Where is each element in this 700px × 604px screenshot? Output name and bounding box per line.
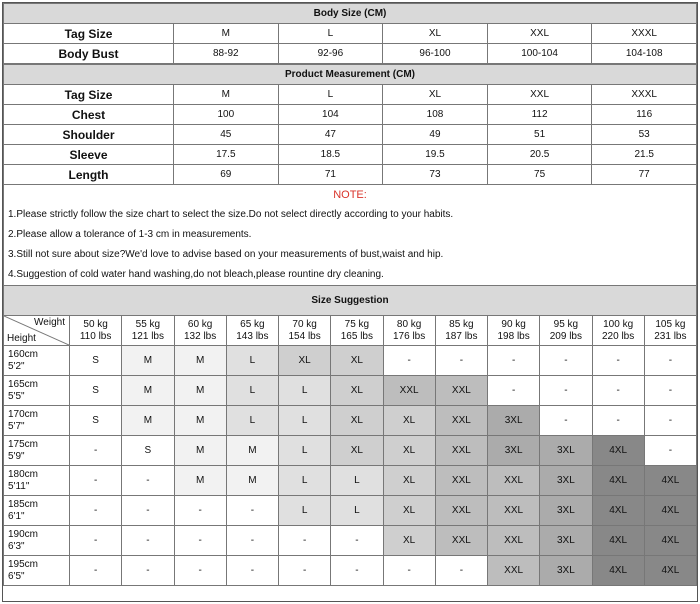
size-suggestion-cell: - — [174, 556, 226, 586]
height-cm: 180cm — [8, 468, 39, 480]
product-cell: 108 — [383, 105, 488, 125]
body-size-row — [4, 24, 697, 44]
size-suggestion-cell: 3XL — [488, 436, 540, 466]
note-line: 2.Please allow a tolerance of 1-3 cm in measurements. — [8, 229, 252, 240]
product-cell: 20.5 — [487, 145, 592, 165]
size-suggestion-cell: XL — [331, 346, 383, 376]
body-size-title: Body Size (CM) — [4, 4, 697, 24]
size-suggestion-cell: - — [70, 436, 122, 466]
product-cell: 77 — [592, 165, 697, 185]
size-suggestion-cell: - — [279, 556, 331, 586]
size-suggestion-cell: 4XL — [592, 466, 644, 496]
product-row — [4, 125, 697, 145]
weight-lbs: 132 lbs — [184, 330, 217, 342]
weight-lbs: 121 lbs — [131, 330, 164, 342]
size-suggestion-cell: - — [226, 556, 278, 586]
size-suggestion-cell: - — [331, 556, 383, 586]
size-suggestion-cell: M — [174, 406, 226, 436]
weight-header — [174, 316, 226, 346]
size-suggestion-cell: XXL — [435, 526, 487, 556]
weight-lbs: 209 lbs — [549, 330, 582, 342]
product-measurement-title: Product Measurement (CM) — [4, 65, 697, 85]
size-suggestion-row — [4, 436, 697, 466]
size-suggestion-cell: - — [592, 406, 644, 436]
weight-header — [488, 316, 540, 346]
size-suggestion-cell: - — [70, 496, 122, 526]
weight-header — [383, 316, 435, 346]
size-suggestion-cell: L — [279, 466, 331, 496]
body-size-row-label: Tag Size — [4, 24, 174, 44]
size-suggestion-cell: - — [644, 376, 696, 406]
size-suggestion-cell: 3XL — [540, 556, 592, 586]
product-cell: 73 — [383, 165, 488, 185]
size-suggestion-cell: L — [279, 436, 331, 466]
weight-header — [644, 316, 696, 346]
weight-kg: 95 kg — [553, 318, 579, 330]
height-cm: 175cm — [8, 438, 39, 450]
size-suggestion-cell: - — [540, 376, 592, 406]
product-cell: 21.5 — [592, 145, 697, 165]
body-size-row — [4, 44, 697, 64]
size-suggestion-cell: XXL — [488, 496, 540, 526]
size-suggestion-cell: XL — [383, 496, 435, 526]
size-suggestion-cell: XL — [331, 436, 383, 466]
size-suggestion-cell: - — [174, 526, 226, 556]
weight-header — [226, 316, 278, 346]
height-header — [4, 376, 70, 406]
note-line: 1.Please strictly follow the size chart to select the size.Do not select directly according to your habits. — [8, 209, 454, 220]
body-size-cell: XXXL — [592, 24, 697, 44]
size-suggestion-cell: L — [226, 376, 278, 406]
weight-lbs: 187 lbs — [445, 330, 478, 342]
size-suggestion-cell: - — [435, 556, 487, 586]
body-size-row-label: Body Bust — [4, 44, 174, 64]
size-suggestion-cell: 4XL — [644, 526, 696, 556]
size-suggestion-cell: - — [331, 526, 383, 556]
size-suggestion-cell: 4XL — [644, 466, 696, 496]
size-suggestion-cell: XL — [383, 406, 435, 436]
size-suggestion-cell: L — [279, 496, 331, 526]
size-suggestion-cell: XXL — [488, 466, 540, 496]
weight-height-corner — [4, 316, 70, 346]
size-suggestion-cell: XL — [331, 406, 383, 436]
corner-weight-label: Weight — [34, 317, 65, 328]
size-suggestion-cell: - — [383, 556, 435, 586]
size-suggestion-cell: XXL — [383, 376, 435, 406]
size-suggestion-cell: XXL — [435, 466, 487, 496]
size-suggestion-cell: 4XL — [592, 526, 644, 556]
product-cell: 53 — [592, 125, 697, 145]
size-suggestion-cell: - — [435, 346, 487, 376]
height-header — [4, 496, 70, 526]
weight-header — [122, 316, 174, 346]
size-suggestion-cell: XL — [331, 376, 383, 406]
product-cell: 18.5 — [278, 145, 383, 165]
size-suggestion-cell: XL — [383, 436, 435, 466]
body-size-cell: 92-96 — [278, 44, 383, 64]
size-suggestion-cell: 4XL — [592, 496, 644, 526]
size-suggestion-cell: - — [122, 466, 174, 496]
weight-kg: 50 kg — [83, 318, 108, 330]
body-size-cell: XXL — [487, 24, 592, 44]
product-row — [4, 105, 697, 125]
size-suggestion-cell: 3XL — [488, 406, 540, 436]
size-suggestion-cell: L — [279, 376, 331, 406]
size-suggestion-cell: - — [279, 526, 331, 556]
product-cell: 75 — [487, 165, 592, 185]
size-suggestion-cell: 4XL — [644, 556, 696, 586]
product-cell: 116 — [592, 105, 697, 125]
size-suggestion-cell: M — [226, 436, 278, 466]
weight-lbs: 143 lbs — [236, 330, 269, 342]
height-header — [4, 436, 70, 466]
size-suggestion-cell: M — [174, 466, 226, 496]
size-suggestion-title: Size Suggestion — [4, 286, 697, 316]
size-suggestion-cell: - — [70, 526, 122, 556]
size-suggestion-cell: M — [122, 346, 174, 376]
size-suggestion-cell: M — [174, 376, 226, 406]
body-size-cell: 88-92 — [174, 44, 279, 64]
size-suggestion-cell: - — [70, 556, 122, 586]
product-row — [4, 145, 697, 165]
height-ft: 5'2" — [8, 360, 25, 372]
size-suggestion-cell: - — [122, 496, 174, 526]
size-suggestion-row — [4, 406, 697, 436]
weight-kg: 60 kg — [187, 318, 213, 330]
weight-kg: 80 kg — [396, 318, 422, 330]
product-cell: 112 — [487, 105, 592, 125]
size-suggestion-cell: XXL — [435, 376, 487, 406]
product-row-label: Length — [4, 165, 174, 185]
weight-kg: 100 kg — [603, 318, 634, 330]
weight-header — [540, 316, 592, 346]
size-suggestion-cell: - — [488, 346, 540, 376]
body-size-cell: 100-104 — [487, 44, 592, 64]
weight-header — [279, 316, 331, 346]
product-row-label: Chest — [4, 105, 174, 125]
corner-height-label: Height — [7, 333, 36, 344]
size-suggestion-cell: - — [174, 496, 226, 526]
height-ft: 6'3" — [8, 540, 25, 552]
height-cm: 195cm — [8, 558, 39, 570]
product-cell: L — [278, 85, 383, 105]
body-size-cell: 96-100 — [383, 44, 488, 64]
size-suggestion-cell: L — [331, 496, 383, 526]
size-suggestion-cell: XXL — [435, 436, 487, 466]
size-suggestion-cell: XXL — [435, 496, 487, 526]
product-cell: 19.5 — [383, 145, 488, 165]
height-ft: 5'11" — [8, 480, 30, 492]
size-suggestion-cell: L — [226, 346, 278, 376]
size-suggestion-row — [4, 556, 697, 586]
height-ft: 5'5" — [8, 390, 25, 402]
size-suggestion-row — [4, 376, 697, 406]
size-suggestion-cell: - — [488, 376, 540, 406]
size-suggestion-cell: S — [70, 406, 122, 436]
weight-kg: 55 kg — [135, 318, 161, 330]
size-suggestion-cell: 4XL — [644, 496, 696, 526]
size-suggestion-cell: - — [592, 376, 644, 406]
size-suggestion-cell: XXL — [435, 406, 487, 436]
height-header — [4, 556, 70, 586]
weight-header — [592, 316, 644, 346]
notes-section — [3, 185, 697, 285]
size-suggestion-cell: XL — [383, 466, 435, 496]
product-cell: 100 — [174, 105, 279, 125]
height-ft: 5'9" — [8, 450, 25, 462]
weight-header — [70, 316, 122, 346]
product-cell: 49 — [383, 125, 488, 145]
product-cell: 104 — [278, 105, 383, 125]
size-suggestion-cell: - — [70, 466, 122, 496]
product-row — [4, 165, 697, 185]
weight-kg: 105 kg — [655, 318, 686, 330]
product-cell: 71 — [278, 165, 383, 185]
product-cell: M — [174, 85, 279, 105]
size-suggestion-cell: XXL — [488, 526, 540, 556]
size-suggestion-cell: XXL — [488, 556, 540, 586]
weight-kg: 85 kg — [449, 318, 474, 330]
body-size-cell: M — [174, 24, 279, 44]
product-cell: XL — [383, 85, 488, 105]
size-suggestion-table — [3, 285, 697, 586]
height-cm: 170cm — [8, 408, 39, 420]
product-row-label: Sleeve — [4, 145, 174, 165]
height-ft: 5'7" — [8, 420, 25, 432]
size-chart — [2, 2, 698, 602]
size-suggestion-cell: - — [226, 496, 278, 526]
size-suggestion-cell: - — [644, 436, 696, 466]
height-header — [4, 406, 70, 436]
size-suggestion-cell: - — [122, 526, 174, 556]
height-header — [4, 346, 70, 376]
body-size-cell: L — [278, 24, 383, 44]
size-suggestion-cell: M — [226, 466, 278, 496]
product-row — [4, 85, 697, 105]
size-suggestion-cell: XL — [383, 526, 435, 556]
size-suggestion-row — [4, 496, 697, 526]
note-title: NOTE: — [333, 189, 367, 201]
size-suggestion-cell: M — [174, 436, 226, 466]
product-measurement-table — [3, 64, 697, 185]
body-size-cell: XL — [383, 24, 488, 44]
size-suggestion-cell: - — [592, 346, 644, 376]
size-suggestion-cell: - — [226, 526, 278, 556]
note-line: 4.Suggestion of cold water hand washing,do not bleach,please rountine dry cleaning. — [8, 269, 384, 280]
size-suggestion-cell: - — [644, 346, 696, 376]
product-cell: 47 — [278, 125, 383, 145]
weight-header — [331, 316, 383, 346]
size-suggestion-cell: - — [540, 406, 592, 436]
size-suggestion-cell: M — [174, 346, 226, 376]
weight-lbs: 198 lbs — [497, 330, 530, 342]
weight-kg: 75 kg — [344, 318, 370, 330]
size-suggestion-row — [4, 526, 697, 556]
weight-kg: 65 kg — [240, 318, 265, 330]
note-line: 3.Still not sure about size?We'd love to advise based on your measurements of bust,waist and hip. — [8, 249, 444, 260]
size-suggestion-row — [4, 346, 697, 376]
size-suggestion-cell: S — [70, 346, 122, 376]
size-suggestion-cell: L — [226, 406, 278, 436]
product-row-label: Tag Size — [4, 85, 174, 105]
height-ft: 6'1" — [8, 510, 25, 522]
height-cm: 190cm — [8, 528, 39, 540]
size-suggestion-cell: 3XL — [540, 496, 592, 526]
weight-lbs: 176 lbs — [393, 330, 426, 342]
product-row-label: Shoulder — [4, 125, 174, 145]
product-cell: 69 — [174, 165, 279, 185]
size-suggestion-cell: - — [644, 406, 696, 436]
size-suggestion-cell: S — [122, 436, 174, 466]
weight-kg: 90 kg — [501, 318, 526, 330]
weight-lbs: 110 lbs — [79, 330, 112, 342]
size-suggestion-cell: S — [70, 376, 122, 406]
size-suggestion-cell: 3XL — [540, 466, 592, 496]
size-suggestion-cell: 3XL — [540, 526, 592, 556]
size-suggestion-cell: M — [122, 376, 174, 406]
weight-lbs: 154 lbs — [288, 330, 321, 342]
product-cell: 51 — [487, 125, 592, 145]
size-suggestion-cell: M — [122, 406, 174, 436]
product-cell: 17.5 — [174, 145, 279, 165]
size-suggestion-row — [4, 466, 697, 496]
size-suggestion-cell: 4XL — [592, 436, 644, 466]
product-cell: XXL — [487, 85, 592, 105]
height-cm: 165cm — [8, 378, 39, 390]
weight-lbs: 231 lbs — [654, 330, 687, 342]
height-header — [4, 526, 70, 556]
height-cm: 185cm — [8, 498, 39, 510]
product-cell: 45 — [174, 125, 279, 145]
height-header — [4, 466, 70, 496]
weight-lbs: 165 lbs — [340, 330, 373, 342]
size-suggestion-cell: 4XL — [592, 556, 644, 586]
weight-lbs: 220 lbs — [602, 330, 635, 342]
body-size-cell: 104-108 — [592, 44, 697, 64]
size-suggestion-cell: - — [383, 346, 435, 376]
height-cm: 160cm — [8, 348, 39, 360]
size-suggestion-cell: L — [331, 466, 383, 496]
product-cell: XXXL — [592, 85, 697, 105]
size-suggestion-cell: - — [540, 346, 592, 376]
weight-header — [435, 316, 487, 346]
size-suggestion-cell: L — [279, 406, 331, 436]
size-suggestion-cell: XL — [279, 346, 331, 376]
size-suggestion-cell: - — [122, 556, 174, 586]
weight-kg: 70 kg — [292, 318, 317, 330]
body-size-table — [3, 3, 697, 64]
height-ft: 6'5" — [8, 570, 25, 582]
size-suggestion-cell: 3XL — [540, 436, 592, 466]
